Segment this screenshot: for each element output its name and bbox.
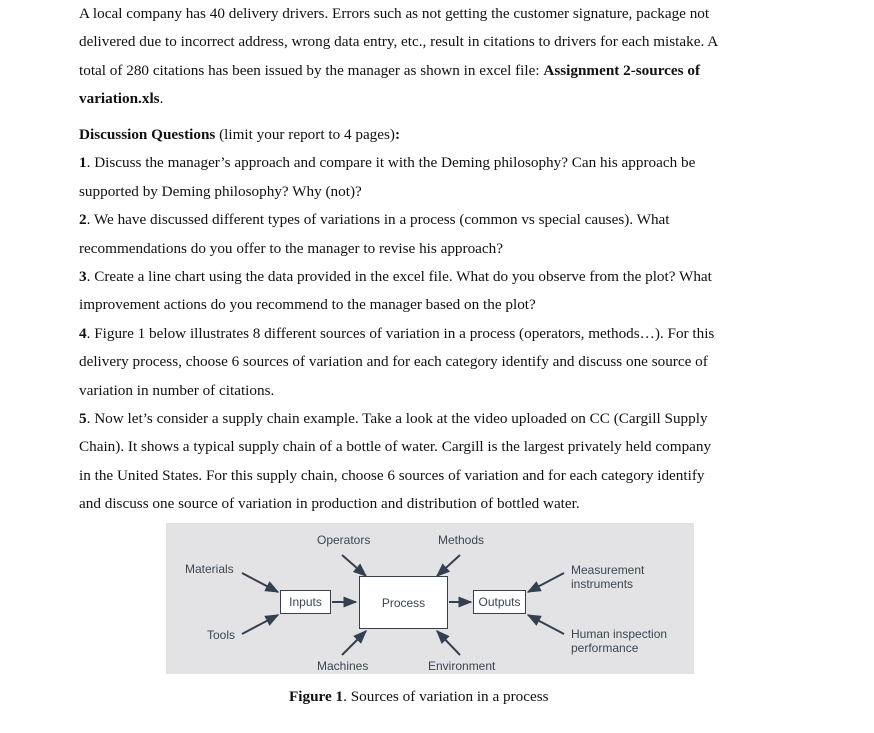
label-environment: Environment [428,659,496,673]
label-tools: Tools [207,628,236,642]
process-box: Process [359,576,448,629]
intro-line-2: delivered due to incorrect address, wrong data entry, etc., result in citations to drivers for each mistake. A [79,33,719,51]
intro-line-1: A local company has 40 delivery drivers. Errors such as not getting the customer signature, package not [79,5,710,22]
question-number: 2 [79,211,87,229]
intro-line-4: variation.xls. [79,90,164,108]
question-number: 1 [79,154,87,172]
figure-caption: Figure 1. Sources of variation in a process [289,688,549,705]
label-human-inspection: Human inspection performance [571,627,668,655]
discussion-heading: Discussion Questions (limit your report to 4 pages): [79,126,401,143]
question-number: 5 [79,410,87,428]
label-machines: Machines [317,659,369,673]
label-materials: Materials [185,562,234,576]
intro-paragraph [79,0,799,114]
question-number: 3 [79,268,87,286]
label-measurement-instruments: Measurement instruments [571,563,645,591]
outputs-box: Outputs [473,590,526,614]
label-operators: Operators [317,533,371,547]
question-4: 4. Figure 1 below illustrates 8 different sources of variation in a process (operators, methods…). For this delivery process, choose 6 sources of variation and for each category identify and discuss one source of variation in number of citations. [79,324,715,399]
sources-of-variation-diagram [166,523,694,674]
question-3: 3. Create a line chart using the data provided in the excel file. What do you observe from the plot? What improvement actions do you recommend to the manager based on the plot? [79,268,712,314]
label-methods: Methods [438,533,485,547]
inputs-box: Inputs [280,590,331,614]
excel-file-name: Assignment 2-sources of [543,61,701,79]
question-2: 2. We have discussed different types of variations in a process (common vs special causes). What recommendations do you offer to the manager to revise his approach? [79,211,670,257]
question-number: 4 [79,324,87,342]
intro-line-3: total of 280 citations has been issued by the manager as shown in excel file: Assignment 2-sources of [79,61,701,79]
excel-file-name-cont: variation.xls [79,90,160,108]
question-1: 1. Discuss the manager’s approach and compare it with the Deming philosophy? Can his approach be supported by Deming philosophy? Why (not)? [79,154,696,200]
discussion-questions [79,121,799,519]
question-5: 5. Now let’s consider a supply chain example. Take a look at the video uploaded on CC (Cargill Supply Chain). It shows a typical supply chain of a bottle of water. Cargill is the largest privately held company in the United States. For this supply chain, choose 6 sources of variation and for each category identify and discuss one source of variation in production and distribution of bottled water. [79,410,712,513]
